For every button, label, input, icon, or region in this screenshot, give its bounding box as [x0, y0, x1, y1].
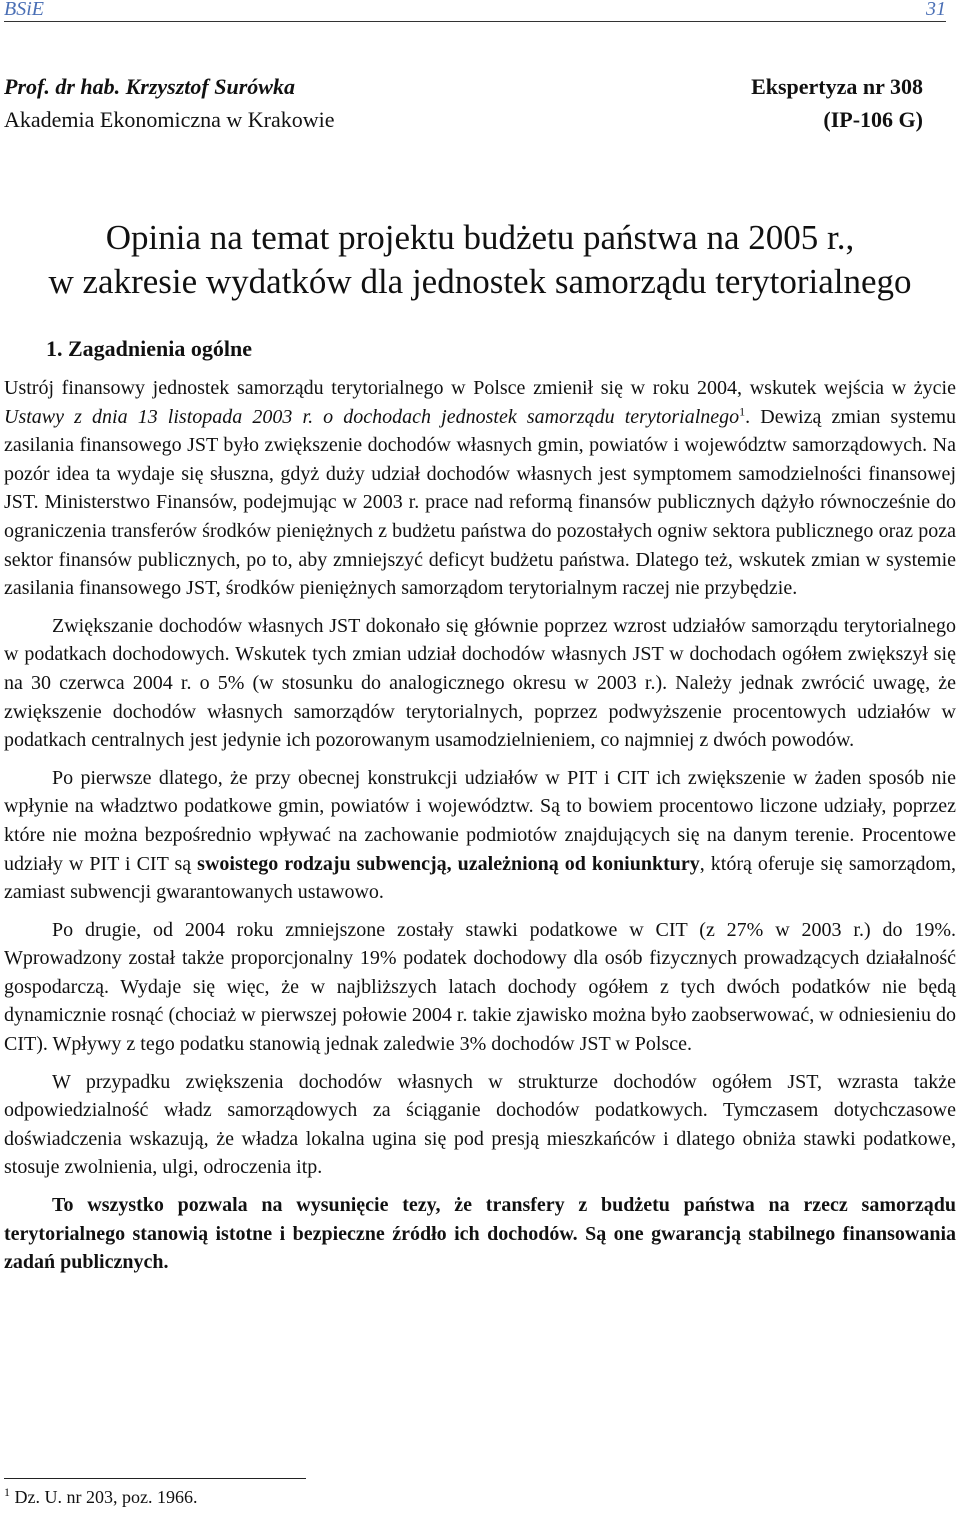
body-text — [4, 374, 956, 1286]
author-affiliation: Akademia Ekonomiczna w Krakowie — [4, 107, 335, 132]
law-title: Ustawy z dnia 13 listopada 2003 r. o dochodach jednostek samorządu terytorialnego — [4, 405, 740, 428]
paragraph-1 — [4, 374, 956, 603]
paragraph-1-intro: Ustrój finansowy jednostek samorządu terytorialnego w Polsce zmienił się w roku 2004, wskutek wejścia w życie — [4, 377, 956, 399]
author-block — [4, 70, 923, 136]
paragraph-1-rest: . Dewizą zmian systemu zasilania finansowego JST było zwiększenie dochodów własnych gmin, powiatów i województw samorządowych. Na pozór idea ta wydaje się słuszna, gdyż duży udział dochodów własnych jest symptomem samodzielności finansowej JST. Ministerstwo Finansów, podejmując w 2003 r. prace nad reformą finansów publicznych dążyło równocześnie do ograniczenia transferów środków pieniężnych z budżetu państwa do pozostałych ogniw sektora publicznego oraz poza sektor finansów publicznych, po to, aby zmniejszyć deficyt budżetu państwa. Dlatego też, wskutek zmian w systemie zasilania finansowego JST, środków pieniężnych samorządom terytorialnym raczej nie przybędzie. — [4, 405, 957, 600]
paragraph-5: W przypadku zwiększenia dochodów własnych w strukturze dochodów ogółem JST, wzrasta także odpowiedzialność władz samorządowych za ściąganie dochodów podatkowych. Tymczasem dotychczasowe doświadczenia wskazują, że władza lokalna ugina się pod presją mieszkańców i dlatego obniża stawki podatkowe, stosuje zwolnienia, ulgi, odroczenia itp. — [4, 1070, 956, 1179]
publisher-name: BSiE — [4, 0, 44, 20]
footnote-divider — [4, 1478, 306, 1479]
expertise-number: Ekspertyza nr 308 — [751, 74, 923, 99]
paragraph-3-intro: Po pierwsze dlatego, że przy obecnej konstrukcji udziałów w PIT i CIT ich zwiększenie w żaden sposób nie wpłynie na władztwo podatkowe gmin, powiatów i województw. Są to bowiem procentowo liczone udziały, poprzez które nie można bezpośrednio wpływać na zachowanie podmiotów znajdujących się na danym terenie. Procentowe udziały w PIT i CIT są — [4, 766, 956, 875]
page-number: 31 — [926, 0, 946, 20]
author-name: Prof. dr hab. Krzysztof Surówka — [4, 74, 295, 99]
paragraph-2: Zwiększanie dochodów własnych JST dokonało się głównie poprzez wzrost udziałów samorządu terytorialnego w podatkach dochodowych. Wskutek tych zmian udział dochodów własnych JST w dochodach ogółem zwiększył się na 30 czerwca 2004 r. o 5% (w stosunku do analogicznego okresu w 2003 r.). Należy jednak zwrócić uwagę, że zwiększenie dochodów własnych samorządów terytorialnych, poprzez podwyższenie procentowych udziałów w podatkach centralnych jest jedynie ich pozorowanym usamodzielnieniem, co najmniej z dwóch powodów. — [4, 614, 956, 752]
affiliation-row — [4, 103, 923, 136]
footnote-text: Dz. U. nr 203, poz. 1966. — [10, 1487, 198, 1507]
expertise-code: (IP-106 G) — [823, 107, 923, 132]
paragraph-3-rest: , którą oferuje się samorządom, zamiast subwencji gwarantowanych ustawowo. — [4, 852, 957, 904]
title-line-2: w zakresie wydatków dla jednostek samorządu terytorialnego — [48, 262, 912, 301]
paragraph-4: Po drugie, od 2004 roku zmniejszone zostały stawki podatkowe w CIT (z 27% w 2003 r.) do 19%. Wprowadzony został także proporcjonalny 19% podatek dochodowy dla osób fizycznych prowadzących działalność gospodarczą. Wydaje się więc, że w najbliższych latach dochody ogółem z tych dwóch podatków nie będą dynamicznie rosnąć (chociaż w pierwszej połowie 2004 r. takie zjawisko można było zaobserwować, w odniesieniu do CIT). Wpływy z tego podatku stanowią jednak zaledwie 3% dochodów JST w Polsce. — [4, 918, 956, 1056]
paragraph-6-conclusion: To wszystko pozwala na wysunięcie tezy, że transfery z budżetu państwa na rzecz samorządu terytorialnego stanowią istotne i bezpieczne źródło ich dochodów. Są one gwarancją stabilnego finansowania zadań publicznych. — [4, 1194, 956, 1274]
running-header — [4, 0, 946, 22]
header-divider — [4, 21, 946, 22]
title-line-1: Opinia na temat projektu budżetu państwa na 2005 r., — [105, 218, 855, 257]
author-row — [4, 70, 923, 103]
paragraph-3-emphasis: swoistego rodzaju subwencją, uzależnioną od koniunktury — [197, 852, 700, 875]
document-title — [0, 216, 960, 304]
paragraph-3 — [4, 764, 956, 907]
section-heading: 1. Zagadnienia ogólne — [46, 336, 252, 361]
footnote-reference[interactable]: 1 — [739, 403, 746, 418]
footnote-number: 1 — [4, 1485, 10, 1499]
footnote — [4, 1487, 197, 1508]
